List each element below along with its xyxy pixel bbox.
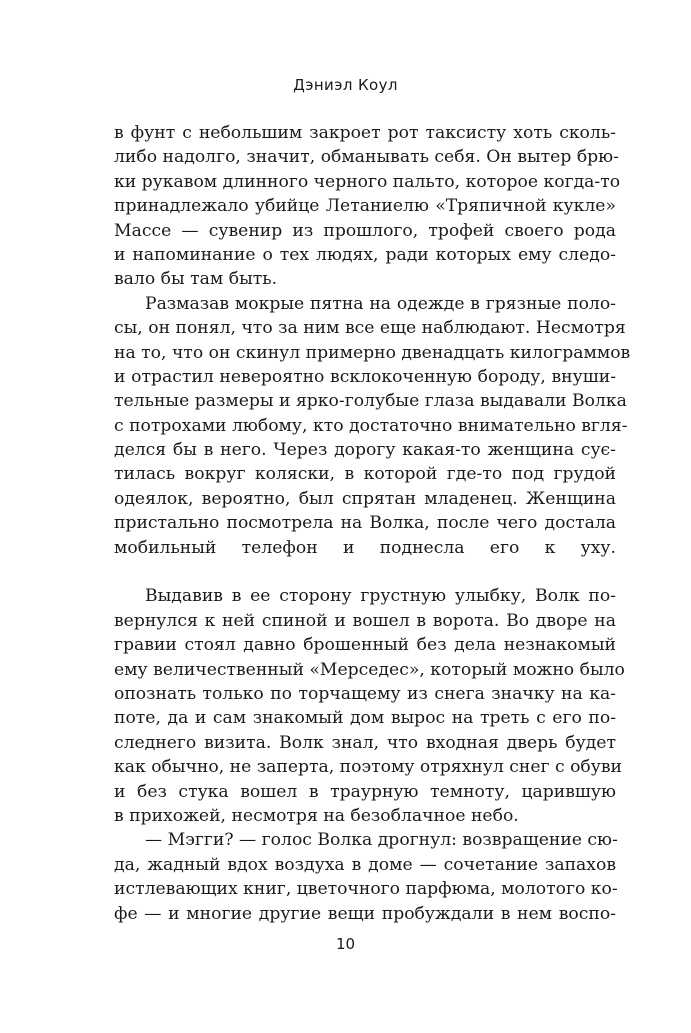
paragraph [114,121,621,292]
text-line: и без стука вошел в траурную темноту, царившую [114,781,616,802]
text-line: с потрохами любому, кто достаточно внимательно вгля- [114,415,628,436]
page-number: 10 [335,935,356,953]
text-line: на то, что он скинул примерно двенадцать килограммов [114,342,631,363]
text-line: вало бы там быть. [114,269,278,290]
text-line: тилась вокруг коляски, в которой где-то под грудой [114,464,616,485]
text-line: тельные размеры и ярко-голубые глаза выдавали Волка [114,391,627,412]
text-line: следнего визита. Волк знал, что входная дверь будет [114,732,616,753]
text-line: — Мэгги? — голос Волка дрогнул: возвращение сю- [145,830,618,851]
text-line: либо надолго, значит, обманывать себя. Он вытер брю- [114,147,619,168]
body-text [114,121,631,926]
text-line: истлевающих книг, цветочного парфюма, молотого ко- [114,879,618,900]
paragraph [114,828,616,926]
text-line: Размазав мокрые пятна на одежде в грязные поло- [145,293,616,314]
text-line: одеялок, вероятно, был спрятан младенец. Женщина [114,488,616,509]
text-line: как обычно, не заперта, поэтому отряхнул снег с обуви [114,757,623,778]
text-line: в фунт с небольшим закроет рот таксисту хоть сколь- [114,123,616,143]
text-line: делся бы в него. Через дорогу какая-то женщина сує- [114,440,616,461]
text-line: пристально посмотрела на Волка, после чего достала [114,513,616,534]
text-line: гравии стоял давно брошенный без дела незнакомый [114,635,616,656]
text-line: опознать только по торчащему из снега значку на ка- [114,683,616,704]
text-line: да, жадный вдох воздуха в доме — сочетание запахов [114,854,616,875]
text-line: в прихожей, несмотря на безоблачное небо. [114,805,519,826]
text-line: Массе — сувенир из прошлого, трофей своего рода [114,220,616,241]
paragraph [114,292,631,585]
text-line: Выдавив в ее сторону грустную улыбку, Волк по- [145,586,616,607]
paragraph [114,584,625,828]
text-line: ему величественный «Мерседес», который можно было [114,659,625,680]
text-line: фе — и многие другие вещи пробуждали в нем воспо- [114,903,616,924]
text-line: сы, он понял, что за ним все еще наблюдают. Несмотря [114,318,626,339]
text-line: и отрастил невероятно всклокоченную бороду, внуши- [114,366,616,387]
text-line [114,560,616,584]
text-line: поте, да и сам знакомый дом вырос на треть с его по- [114,708,616,729]
text-line: принадлежало убийце Летаниелю «Тряпичной кукле» [114,196,616,217]
running-head-author: Дэниэл Коул [293,76,398,94]
text-line: вернулся к ней спиной и вошел в ворота. Во дворе на [114,610,616,631]
text-line: мобильный телефон и поднесла его к уху. [114,537,616,558]
text-line: ки рукавом длинного черного пальто, которое когда-то [114,171,621,192]
text-line: и напоминание о тех людях, ради которых ему следо- [114,244,616,265]
